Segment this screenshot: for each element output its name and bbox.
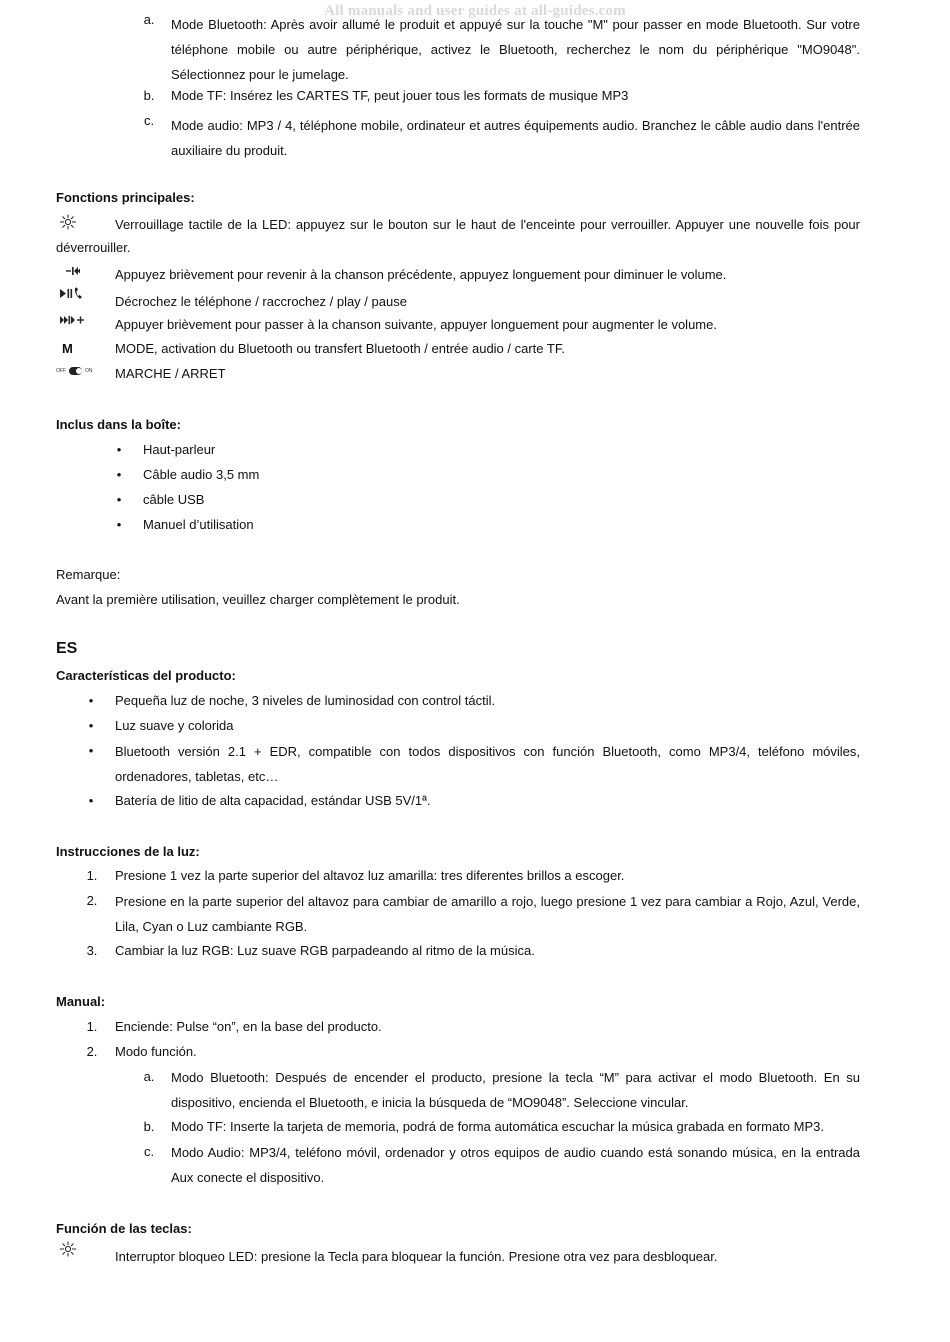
list-item-text: Câble audio 3,5 mm bbox=[143, 467, 260, 482]
list-item-text: Batería de litio de alta capacidad, estándar USB 5V/1ª. bbox=[115, 793, 431, 808]
section-heading: Fonctions principales: bbox=[56, 190, 195, 205]
function-desc: Décrochez le téléphone / raccrochez / play / pause bbox=[115, 294, 407, 309]
list-item-text: Cambiar la luz RGB: Luz suave RGB parpadeando al ritmo de la música. bbox=[115, 943, 535, 958]
play-pause-phone-icon bbox=[58, 286, 88, 302]
list-item-text: Modo función. bbox=[115, 1044, 197, 1059]
function-desc bbox=[115, 217, 860, 233]
bullet: • bbox=[88, 693, 94, 708]
section-heading: Función de las teclas: bbox=[56, 1221, 192, 1236]
watermark: All manuals and user guides at all-guides.com bbox=[324, 3, 626, 19]
list-item-text: Modo Bluetooth: Después de encender el producto, presione la tecla “M” para activar el modo Bluetooth. En su dispositivo, encienda el Bluetooth, e inicia la búsqueda de “MO9048”. Seleccione vincular. bbox=[171, 1070, 860, 1110]
list-marker: c. bbox=[143, 1144, 155, 1159]
list-marker: 1. bbox=[86, 868, 98, 883]
section-heading: Instrucciones de la luz: bbox=[56, 844, 200, 859]
list-marker: a. bbox=[143, 12, 155, 27]
list-marker: 1. bbox=[86, 1019, 98, 1034]
list-item-text: Presione 1 vez la parte superior del altavoz luz amarilla: tres diferentes brillos a escoger. bbox=[115, 868, 625, 883]
list-item-text: Mode audio: MP3 / 4, téléphone mobile, ordinateur et autres équipements audio. Branchez le câble audio dans l'entrée auxiliaire du produit. bbox=[171, 118, 860, 158]
list-item-text: Mode TF: Insérez les CARTES TF, peut jouer tous les formats de musique MP3 bbox=[171, 88, 629, 103]
language-heading: ES bbox=[56, 640, 78, 657]
power-switch-icon bbox=[56, 364, 98, 380]
bullet: • bbox=[88, 793, 94, 808]
list-marker: c. bbox=[143, 113, 155, 128]
list-marker: b. bbox=[143, 1119, 155, 1134]
function-desc: Appuyer brièvement pour passer à la chanson suivante, appuyer longuement pour augmenter le volume. bbox=[115, 317, 717, 332]
function-desc: MARCHE / ARRET bbox=[115, 366, 226, 381]
switch-on-label: ON bbox=[85, 368, 93, 374]
previous-track-icon bbox=[58, 264, 88, 280]
list-item-text: Manuel d’utilisation bbox=[143, 517, 254, 532]
switch-off-label: OFF bbox=[56, 368, 66, 374]
bullet: • bbox=[88, 718, 94, 733]
switch-knob bbox=[76, 368, 82, 374]
led-sun-icon bbox=[58, 214, 88, 230]
list-item-text: Haut-parleur bbox=[143, 442, 216, 457]
list-item-text: Bluetooth versión 2.1 + EDR, compatible con todos dispositivos con función Bluetooth, como MP3/4, teléfono móviles, ordenadores, tabletas, etc… bbox=[115, 744, 860, 784]
list-item-text: câble USB bbox=[143, 492, 205, 507]
bullet: • bbox=[116, 467, 122, 482]
list-item-text: Modo TF: Inserte la tarjeta de memoria, podrá de forma automática escuchar la música grabada en formato MP3. bbox=[171, 1119, 824, 1134]
list-marker: 3. bbox=[86, 943, 98, 958]
list-item-text: Luz suave y colorida bbox=[115, 718, 234, 733]
section-heading: Características del producto: bbox=[56, 668, 236, 683]
list-marker: 2. bbox=[86, 893, 98, 908]
mode-key-icon: M bbox=[62, 341, 73, 356]
function-desc-line: déverrouiller. bbox=[56, 240, 131, 255]
list-item-text: Mode Bluetooth: Après avoir allumé le produit et appuyé sur la touche "M" pour passer en mode Bluetooth. Sur votre téléphone mobile ou autre périphérique, activez le Bluetooth, recherchez le nom du périphérique "MO9048". Sélectionnez pour le jumelage. bbox=[171, 17, 860, 82]
function-desc: Interruptor bloqueo LED: presione la Tecla para bloquear la función. Presione otra vez para desbloquear. bbox=[115, 1249, 718, 1264]
list-item-text: Pequeña luz de noche, 3 niveles de luminosidad con control táctil. bbox=[115, 693, 496, 708]
list-marker: b. bbox=[143, 88, 155, 103]
list-item-text: Modo Audio: MP3/4, teléfono móvil, ordenador y otros equipos de audio cuando está sonando música, en la entrada Aux conecte el dispositivo. bbox=[171, 1145, 860, 1185]
bullet: • bbox=[88, 743, 94, 758]
bullet: • bbox=[116, 442, 122, 457]
function-desc: MODE, activation du Bluetooth ou transfert Bluetooth / entrée audio / carte TF. bbox=[115, 341, 565, 356]
section-heading: Manual: bbox=[56, 994, 106, 1009]
led-sun-icon bbox=[58, 1241, 88, 1257]
list-marker: 2. bbox=[86, 1044, 98, 1059]
function-desc: Appuyez brièvement pour revenir à la chanson précédente, appuyez longuement pour diminuer le volume. bbox=[115, 267, 727, 282]
section-heading: Inclus dans la boîte: bbox=[56, 417, 181, 432]
note-label: Remarque: bbox=[56, 567, 121, 582]
bullet: • bbox=[116, 517, 122, 532]
bullet: • bbox=[116, 492, 122, 507]
next-track-icon bbox=[58, 313, 88, 329]
list-item-text: Presione en la parte superior del altavoz para cambiar de amarillo a rojo, luego presione 1 vez para cambiar a Rojo, Azul, Verde, Lila, Cyan o Luz cambiante RGB. bbox=[115, 894, 860, 934]
list-item-text: Enciende: Pulse “on”, en la base del producto. bbox=[115, 1019, 382, 1034]
list-marker: a. bbox=[143, 1069, 155, 1084]
note-text: Avant la première utilisation, veuillez charger complètement le produit. bbox=[56, 592, 460, 607]
function-desc-line: Verrouillage tactile de la LED: appuyez sur le bouton sur le haut de l'enceinte pour verrouiller. Appuyer une nouvelle fois pour bbox=[115, 217, 860, 232]
